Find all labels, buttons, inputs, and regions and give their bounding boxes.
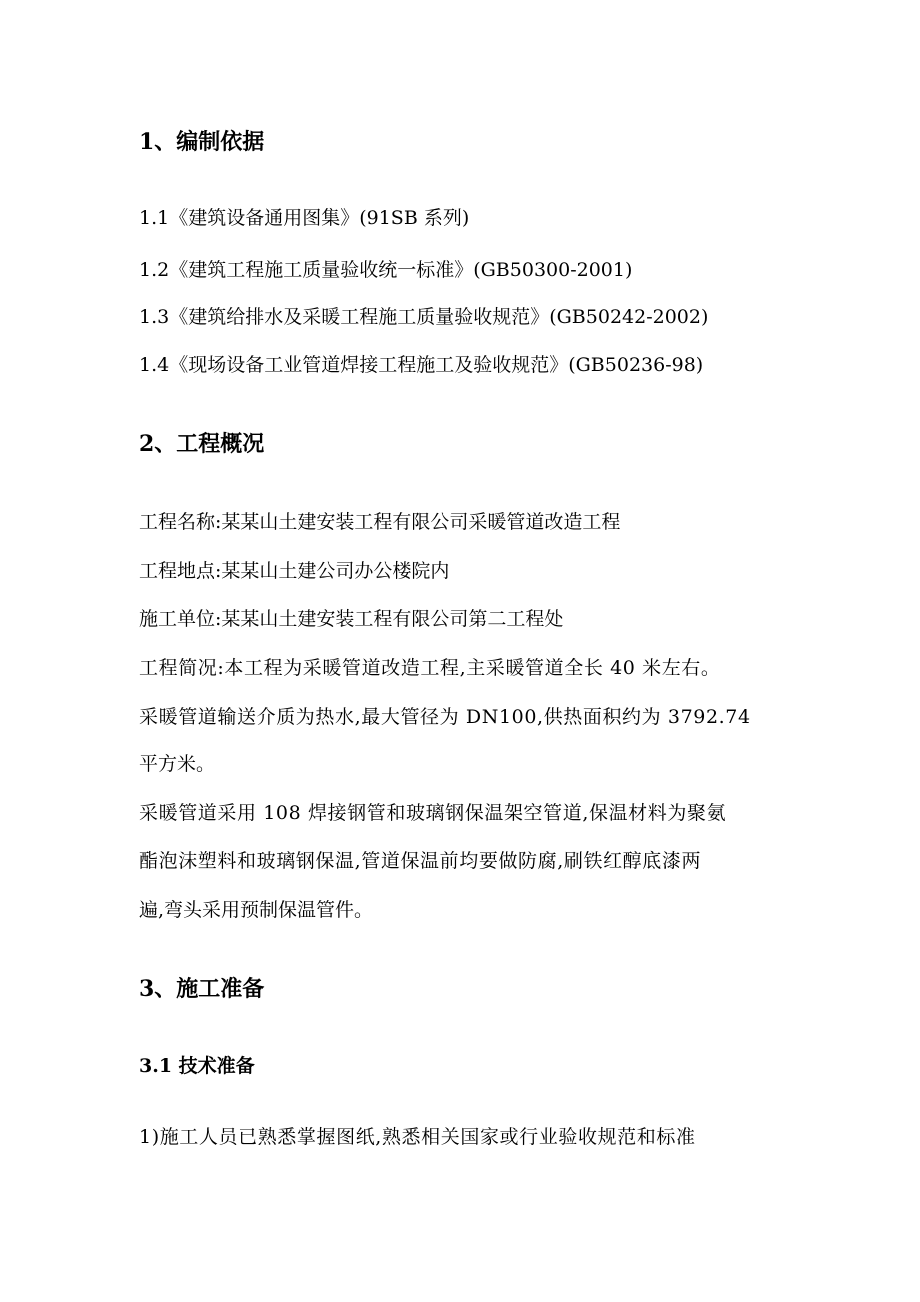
project-location-line: 工程地点:某某山土建公司办公楼院内 <box>139 560 450 582</box>
material-line-2: 酯泡沫塑料和玻璃钢保温,管道保温前均要做防腐,刷铁红醇底漆两 <box>139 850 702 872</box>
subsection-3-1-heading: 3.1 技术准备 <box>139 1055 255 1077</box>
summary-line-3: 平方米。 <box>139 753 216 775</box>
section-3-heading: 3、施工准备 <box>139 976 265 1002</box>
section-2-heading: 2、工程概况 <box>139 431 265 457</box>
project-name-line: 工程名称:某某山土建安装工程有限公司采暖管道改造工程 <box>139 511 621 533</box>
technical-prep-item-1: 1)施工人员已熟悉掌握图纸,熟悉相关国家或行业验收规范和标准 <box>139 1126 696 1148</box>
reference-item-1: 1.1《建筑设备通用图集》(91SB 系列) <box>139 207 470 229</box>
material-line-1: 采暖管道采用 108 焊接钢管和玻璃钢保温架空管道,保温材料为聚氨 <box>139 802 727 824</box>
reference-item-2: 1.2《建筑工程施工质量验收统一标准》(GB50300-2001) <box>139 259 633 281</box>
material-line-3: 遍,弯头采用预制保温管件。 <box>139 899 374 921</box>
construction-unit-line: 施工单位:某某山土建安装工程有限公司第二工程处 <box>139 608 564 630</box>
reference-item-4: 1.4《现场设备工业管道焊接工程施工及验收规范》(GB50236-98) <box>139 354 704 376</box>
section-1-heading: 1、编制依据 <box>139 129 265 155</box>
summary-line-1: 工程简况:本工程为采暖管道改造工程,主采暖管道全长 40 米左右。 <box>139 657 721 679</box>
summary-line-2: 采暖管道输送介质为热水,最大管径为 DN100,供热面积约为 3792.74 <box>139 706 751 728</box>
reference-item-3: 1.3《建筑给排水及采暖工程施工质量验收规范》(GB50242-2002) <box>139 306 709 328</box>
